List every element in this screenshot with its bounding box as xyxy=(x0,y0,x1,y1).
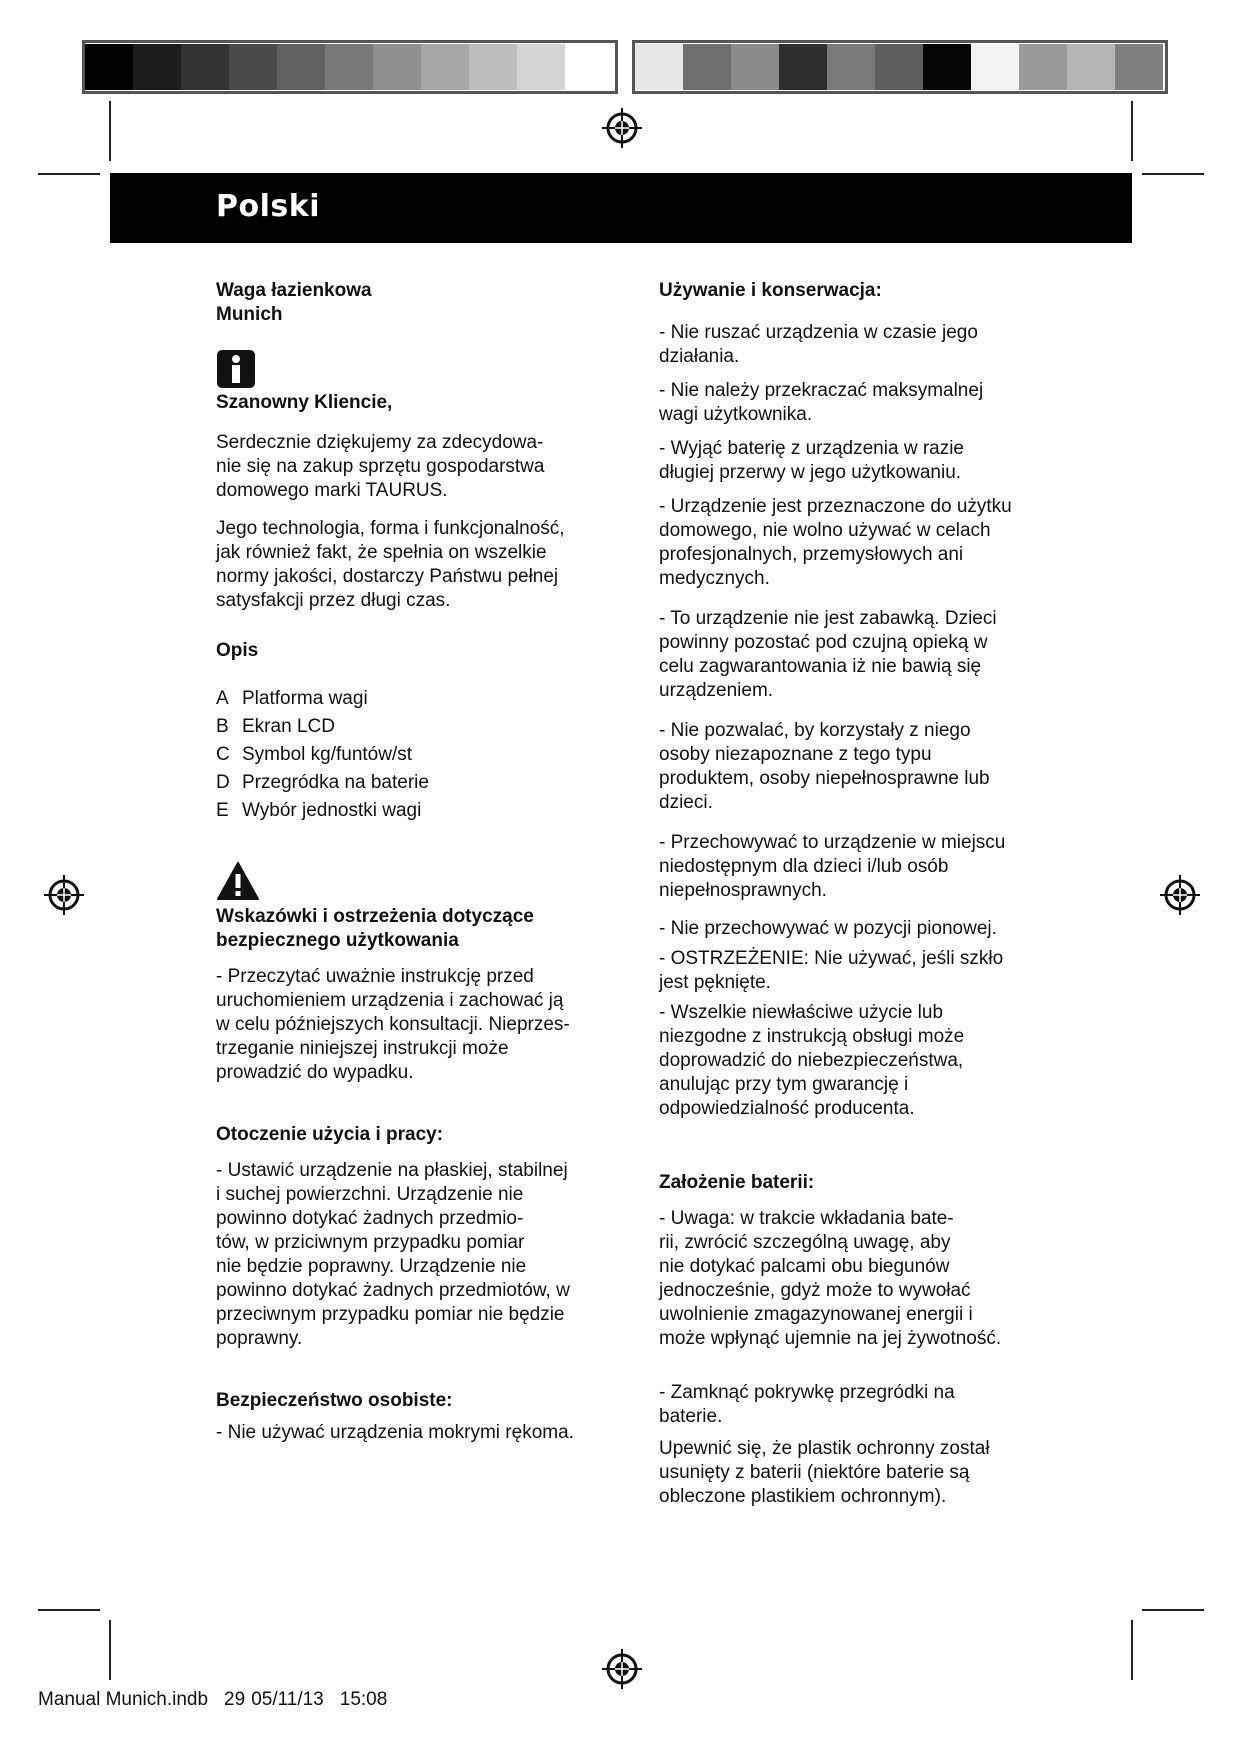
parts-list-item xyxy=(216,799,611,823)
text-line: rii, zwrócić szczególną uwagę, aby xyxy=(659,1232,951,1253)
text-line: domowego, nie wolno używać w celach xyxy=(659,520,991,541)
part-label: Wybór jednostki wagi xyxy=(242,800,422,821)
text-line: - Nie należy przekraczać maksymalnej xyxy=(659,380,984,401)
text-line: - Wszelkie niewłaściwe użycie lub xyxy=(659,1002,944,1023)
personal-safety-heading: Bezpieczeństwo osobiste: xyxy=(216,1390,453,1411)
heading-line: bezpiecznego użytkowania xyxy=(216,930,459,951)
text-line: nie się na zakup sprzętu gospodarstwa xyxy=(216,456,545,477)
registration-mark-icon xyxy=(1158,873,1202,917)
warning-icon xyxy=(216,861,260,901)
part-label: Ekran LCD xyxy=(242,716,335,737)
use-item xyxy=(659,1001,1054,1121)
column-left xyxy=(216,279,611,1445)
language-header xyxy=(110,173,1132,243)
parts-list-item xyxy=(216,687,611,711)
registration-mark-icon xyxy=(600,1647,644,1691)
text-line: niedostępnym dla dzieci i/lub osób xyxy=(659,856,949,877)
text-line: - To urządzenie nie jest zabawką. Dzieci xyxy=(659,608,997,629)
text-line: obleczone plastikiem ochronnym). xyxy=(659,1486,947,1507)
slug-date: 05/11/13 xyxy=(251,1689,324,1710)
text-line: satysfakcji przez długi czas. xyxy=(216,590,451,611)
print-slug xyxy=(38,1689,403,1711)
text-line: anulując przy tym gwarancję i xyxy=(659,1074,909,1095)
text-line: nie będzie poprawny. Urządzenie nie xyxy=(216,1256,527,1277)
color-bar-left-frame xyxy=(82,40,618,94)
text-line: jest pęknięte. xyxy=(659,972,771,993)
text-line: wagi użytkownika. xyxy=(659,404,813,425)
crop-mark xyxy=(1142,1609,1204,1611)
part-key: E xyxy=(216,800,229,821)
text-line: powinno dotykać żadnych przedmiotów, w xyxy=(216,1280,570,1301)
parts-list-item xyxy=(216,715,611,739)
text-line: powinno dotykać żadnych przedmio- xyxy=(216,1208,524,1229)
crop-mark xyxy=(38,173,100,175)
use-item xyxy=(659,831,1054,903)
text-line: domowego marki TAURUS. xyxy=(216,480,448,501)
text-line: może wpłynąć ujemnie na jej żywotność. xyxy=(659,1328,1002,1349)
text-line: - Urządzenie jest przeznaczone do użytku xyxy=(659,496,1012,517)
use-item xyxy=(659,719,1054,815)
opis-heading: Opis xyxy=(216,640,259,661)
text-line: powinny pozostać pod czujną opieką w xyxy=(659,632,988,653)
text-line: - Przeczytać uważnie instrukcję przed xyxy=(216,966,534,987)
crop-mark xyxy=(1131,1620,1133,1680)
text-line: trzeganie niniejszej instrukcji może xyxy=(216,1038,509,1059)
product-name: Waga łazienkowa xyxy=(216,280,372,301)
slug-page: 29 xyxy=(224,1689,246,1710)
text-line: niezgodne z instrukcją obsługi może xyxy=(659,1026,965,1047)
personal-safety-text: - Nie używać urządzenia mokrymi rękoma. xyxy=(216,1422,574,1443)
product-model: Munich xyxy=(216,304,283,325)
text-line: - Ustawić urządzenie na płaskiej, stabilnej xyxy=(216,1160,568,1181)
parts-list xyxy=(216,687,611,823)
part-label: Platforma wagi xyxy=(242,688,368,709)
part-key: A xyxy=(216,688,229,709)
text-line: dzieci. xyxy=(659,792,713,813)
use-item xyxy=(659,947,1054,995)
text-line: w celu późniejszych konsultacji. Nieprzes- xyxy=(216,1014,570,1035)
thanks-paragraph xyxy=(216,431,611,503)
crop-mark xyxy=(109,1620,111,1680)
text-line: jednocześnie, gdyż może to wywołać xyxy=(659,1280,971,1301)
crop-mark xyxy=(1131,101,1133,161)
environment-heading: Otoczenie użycia i pracy: xyxy=(216,1124,444,1145)
part-key: D xyxy=(216,772,230,793)
text-line: poprawny. xyxy=(216,1328,303,1349)
safety-paragraph xyxy=(216,965,611,1085)
slug-file: Manual Munich.indb xyxy=(38,1689,209,1710)
part-label: Przegródka na baterie xyxy=(242,772,429,793)
parts-list-item xyxy=(216,743,611,767)
text-line: medycznych. xyxy=(659,568,770,589)
text-line: prowadzić do wypadku. xyxy=(216,1062,414,1083)
part-key: C xyxy=(216,744,230,765)
text-line: niepełnosprawnych. xyxy=(659,880,827,901)
heading-line: Wskazówki i ostrzeżenia dotyczące xyxy=(216,906,534,927)
text-line: odpowiedzialność producenta. xyxy=(659,1098,915,1119)
battery-heading: Założenie baterii: xyxy=(659,1172,815,1193)
text-line: - Nie ruszać urządzenia w czasie jego xyxy=(659,322,978,343)
text-line: normy jakości, dostarczy Państwu pełnej xyxy=(216,566,559,587)
technology-paragraph xyxy=(216,517,611,613)
part-key: B xyxy=(216,716,229,737)
use-heading: Używanie i konserwacja: xyxy=(659,280,882,301)
column-right xyxy=(659,279,1054,1509)
text-line: produktem, osoby niepełnosprawne lub xyxy=(659,768,990,789)
text-line: Serdecznie dziękujemy za zdecydowa- xyxy=(216,432,544,453)
text-line: Jego technologia, forma i funkcjonalność, xyxy=(216,518,565,539)
battery-paragraph xyxy=(659,1437,1054,1509)
registration-mark-icon xyxy=(42,873,86,917)
text-line: profesjonalnych, przemysłowych ani xyxy=(659,544,964,565)
text-line: - Wyjąć baterię z urządzenia w razie xyxy=(659,438,965,459)
use-item xyxy=(659,495,1054,591)
text-line: tów, w prziciwnym przypadku pomiar xyxy=(216,1232,525,1253)
text-line: - Uwaga: w trakcie wkładania bate- xyxy=(659,1208,954,1229)
use-item xyxy=(659,607,1054,703)
text-line: Upewnić się, że plastik ochronny został xyxy=(659,1438,990,1459)
text-line: działania. xyxy=(659,346,740,367)
text-line: baterie. xyxy=(659,1406,723,1427)
text-line: i suchej powierzchni. Urządzenie nie xyxy=(216,1184,524,1205)
environment-paragraph xyxy=(216,1159,611,1351)
text-line: celu zagwarantowania iż nie bawią się xyxy=(659,656,982,677)
text-line: nie dotykać palcami obu biegunów xyxy=(659,1256,950,1277)
use-item xyxy=(659,321,1054,369)
text-line: długiej przerwy w jego użytkowaniu. xyxy=(659,462,962,483)
safety-heading xyxy=(216,905,611,953)
registration-mark-icon xyxy=(600,106,644,150)
battery-paragraph xyxy=(659,1207,1054,1351)
battery-paragraph xyxy=(659,1381,1054,1429)
crop-mark xyxy=(38,1609,100,1611)
text-line: urządzeniem. xyxy=(659,680,774,701)
text-line: przeciwnym przypadku pomiar nie będzie xyxy=(216,1304,565,1325)
use-item xyxy=(659,437,1054,485)
text-line: jak również fakt, że spełnia on wszelkie xyxy=(216,542,547,563)
text-line: usunięty z baterii (niektóre baterie są xyxy=(659,1462,970,1483)
color-bar-right-frame xyxy=(632,40,1168,94)
text-line: - OSTRZEŻENIE: Nie używać, jeśli szkło xyxy=(659,948,1004,969)
greeting: Szanowny Kliencie, xyxy=(216,392,393,413)
language-title: Polski xyxy=(216,189,320,224)
crop-mark xyxy=(1142,173,1204,175)
text-line: - Nie pozwalać, by korzystały z niego xyxy=(659,720,971,741)
slug-time: 15:08 xyxy=(339,1689,388,1710)
use-item xyxy=(659,917,1054,941)
text-line: uwolnienie zmagazynowanej energii i xyxy=(659,1304,973,1325)
part-label: Symbol kg/funtów/st xyxy=(242,744,413,765)
text-line: - Nie przechowywać w pozycji pionowej. xyxy=(659,918,997,939)
info-icon xyxy=(216,349,256,389)
parts-list-item xyxy=(216,771,611,795)
text-line: doprowadzić do niebezpieczeństwa, xyxy=(659,1050,964,1071)
text-line: uruchomieniem urządzenia i zachować ją xyxy=(216,990,564,1011)
use-item xyxy=(659,379,1054,427)
crop-mark xyxy=(109,101,111,161)
text-line: osoby niezapoznane z tego typu xyxy=(659,744,932,765)
text-line: - Przechowywać to urządzenie w miejscu xyxy=(659,832,1006,853)
text-line: - Zamknąć pokrywkę przegródki na xyxy=(659,1382,955,1403)
